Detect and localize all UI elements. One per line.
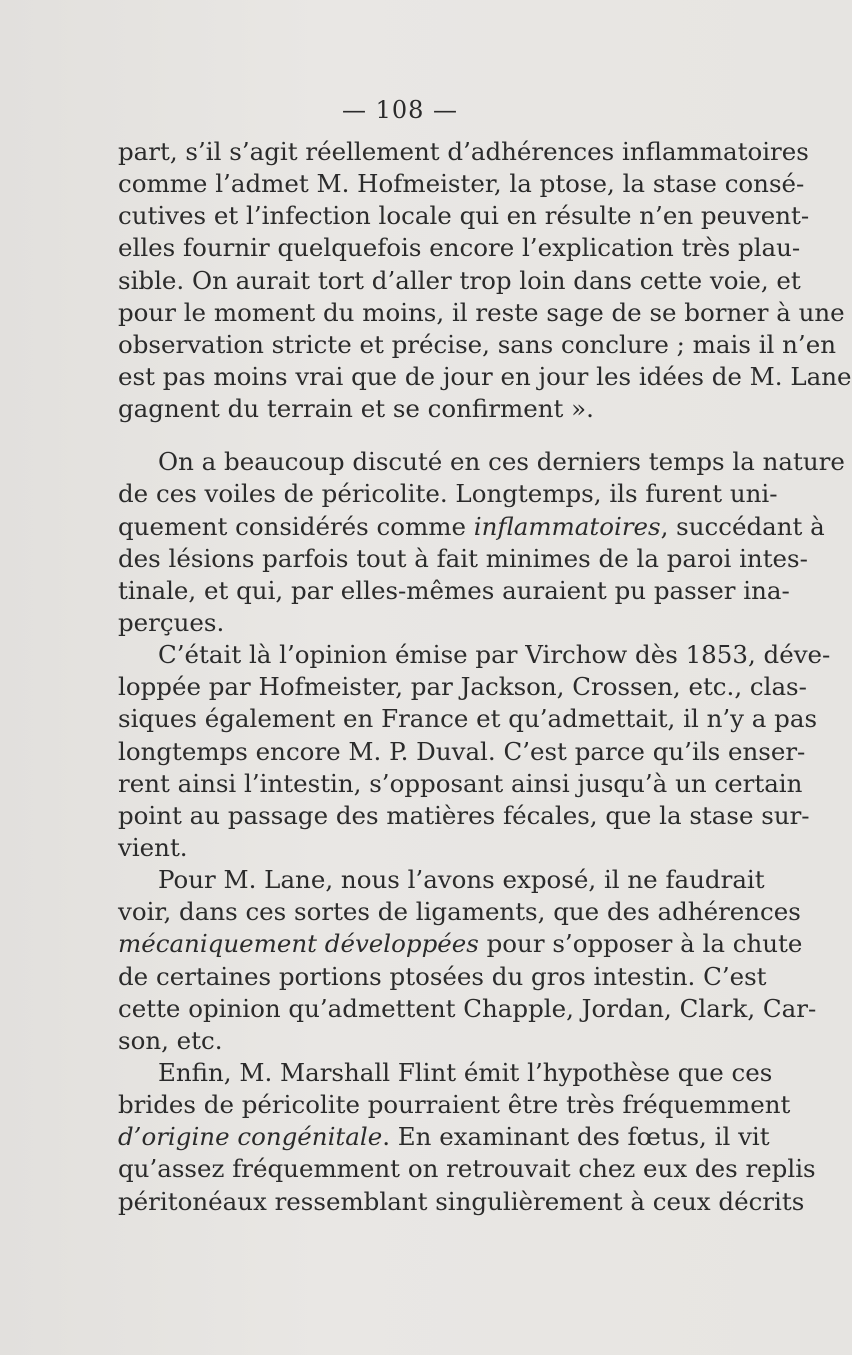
- page-number: — 108 —: [341, 96, 459, 124]
- paragraph: [118, 136, 852, 425]
- text-line: [118, 928, 803, 960]
- text-line: observation stricte et précise, sans conclure ; mais il n’en: [118, 329, 837, 359]
- paragraph: [118, 1057, 816, 1218]
- text-line: qu’assez fréquemment on retrouvait chez eux des replis: [118, 1154, 816, 1184]
- text-line: Enfin, M. Marshall Flint émit l’hypothèse que ces: [158, 1057, 773, 1087]
- text-line: C’était là l’opinion émise par Virchow dès 1853, déve-: [158, 640, 831, 670]
- text-line: est pas moins vrai que de jour en jour les idées de M. Lane: [118, 361, 852, 391]
- text-line: cutives et l’infection locale qui en résulte n’en peuvent-: [118, 201, 810, 231]
- text-line: de ces voiles de péricolite. Longtemps, ils furent uni-: [118, 479, 778, 509]
- text-line: de certaines portions ptosées du gros intestin. C’est: [118, 961, 767, 991]
- text-line: elles fournir quelquefois encore l’explication très plau-: [118, 233, 801, 263]
- body-text: [118, 136, 852, 1218]
- text-line: [118, 1121, 770, 1153]
- italic-term: d’origine congénitale: [118, 1122, 383, 1152]
- text-line: brides de péricolite pourraient être très fréquemment: [118, 1090, 791, 1120]
- text-line: cette opinion qu’admettent Chapple, Jordan, Clark, Car-: [118, 993, 817, 1023]
- text-line: sible. On aurait tort d’aller trop loin dans cette voie, et: [118, 265, 801, 295]
- text-line: part, s’il s’agit réellement d’adhérences inflammatoires: [118, 137, 809, 166]
- text-line: On a beaucoup discuté en ces derniers temps la nature: [158, 447, 845, 477]
- text-line: péritonéaux ressemblant singulièrement à ceux décrits: [118, 1186, 805, 1216]
- text-line: perçues.: [118, 607, 225, 637]
- paragraph: [118, 446, 845, 639]
- text-line: point au passage des matières fécales, que la stase sur-: [118, 800, 810, 830]
- text-segment: . En examinant des fœtus, il vit: [382, 1122, 770, 1152]
- text-line: [118, 511, 825, 543]
- text-line: des lésions parfois tout à fait minimes de la paroi intes-: [118, 543, 808, 573]
- text-line: comme l’admet M. Hofmeister, la ptose, la stase consé-: [118, 169, 805, 199]
- text-line: vient.: [118, 832, 188, 862]
- text-line: voir, dans ces sortes de ligaments, que des adhérences: [118, 897, 801, 927]
- text-line: Pour M. Lane, nous l’avons exposé, il ne faudrait: [158, 865, 765, 895]
- text-line: pour le moment du moins, il reste sage de se borner à une: [118, 297, 845, 327]
- text-segment: , succédant à: [660, 511, 825, 541]
- italic-term: mécaniquement développées: [118, 929, 479, 959]
- italic-term: inflammatoires: [473, 511, 661, 541]
- paragraph: [118, 864, 817, 1057]
- text-line: siques également en France et qu’admettait, il n’y a pas: [118, 704, 818, 734]
- text-line: loppée par Hofmeister, par Jackson, Crossen, etc., clas-: [118, 672, 807, 702]
- text-line: rent ainsi l’intestin, s’opposant ainsi jusqu’à un certain: [118, 768, 803, 798]
- text-line: longtemps encore M. P. Duval. C’est parce qu’ils enser-: [118, 736, 806, 766]
- text-line: tinale, et qui, par elles-mêmes auraient pu passer ina-: [118, 575, 790, 605]
- text-segment: quement considérés comme: [118, 511, 474, 541]
- text-line: son, etc.: [118, 1025, 223, 1055]
- paragraph: [118, 639, 831, 864]
- text-segment: pour s’opposer à la chute: [478, 929, 803, 959]
- text-line: gagnent du terrain et se confirment ».: [118, 394, 594, 424]
